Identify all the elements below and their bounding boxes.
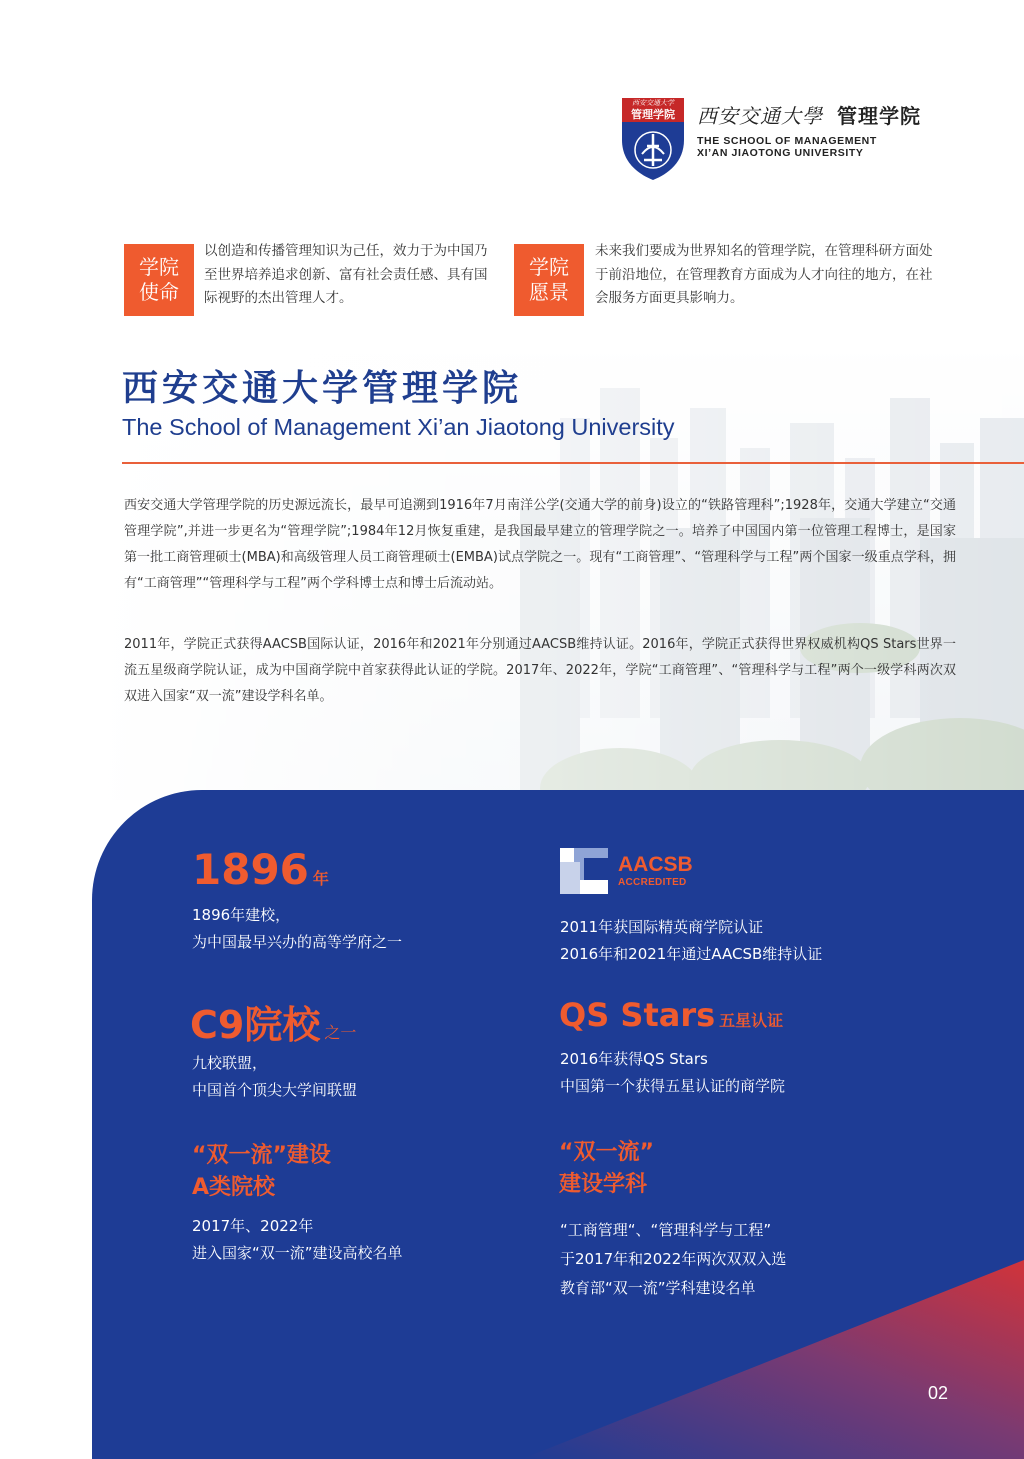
c9-stat: C9院校 之一 xyxy=(190,1003,357,1047)
title-divider xyxy=(122,462,1024,464)
mission-tag: 学院 使命 xyxy=(124,244,194,316)
wordmark-school: 管理学院 xyxy=(836,104,921,128)
vision-tag: 学院 愿景 xyxy=(514,244,584,316)
crest-title: 西安交通大学 管理学院 xyxy=(631,99,675,121)
double-first-discipline-description: “工商管理“、“管理科学与工程” 于2017年和2022年两次双双入选 教育部“双一流”学科建设名单 xyxy=(560,1221,787,1297)
founded-stat: 1896 年 xyxy=(192,845,329,894)
qs-stars-stat: QS Stars 五星认证 xyxy=(559,996,784,1034)
qs-stars-description: 2016年获得QS Stars 中国第一个获得五星认证的商学院 xyxy=(560,1050,786,1095)
double-first-university-heading: “双一流”建设 A类院校 xyxy=(192,1143,331,1200)
founded-description: 1896年建校， 为中国最早兴办的高等学府之一 xyxy=(192,906,403,951)
wordmark-en-line2: XI’AN JIAOTONG UNIVERSITY xyxy=(697,147,864,159)
wordmark-calligraphy: 西安交通大學 xyxy=(697,104,823,128)
mission-text: 以创造和传播管理知识为己任，效力于为中国乃至世界培养追求创新、富有社会责任感、具有国际视野的杰出管理人才。 xyxy=(204,243,488,306)
double-first-discipline-heading: “双一流” 建设学科 xyxy=(559,1140,654,1197)
intro-paragraph-1: 西安交通大学管理学院的历史源远流长，最早可追溯到1916年7月南洋公学(交通大学的前身)设立的“铁路管理科”;1928年，交通大学建立“交通管理学院”,并进一步更名为“管理学院”;1984年12月恢复重建，是我国最早建立的管理学院之一。培养了中国国内第一位管理工程博士，是国家第一批工商管理硕士(MBA)和高级管理人员工商管理硕士(EMBA)试点学院之一。现有“工商管理”、“管理科学与工程”两个国家一级重点学科，拥有“工商管理”“管理科学与工程”两个学科博士点和博士后流动站。 xyxy=(124,498,956,591)
aacsb-emblem-icon xyxy=(560,848,610,896)
c9-description: 九校联盟， 中国首个顶尖大学间联盟 xyxy=(192,1054,358,1099)
double-first-university-description: 2017年、2022年 进入国家“双一流”建设高校名单 xyxy=(192,1217,403,1262)
school-wordmark xyxy=(697,100,937,159)
aacsb-logo: AACSB ACCREDITED xyxy=(560,848,710,896)
wordmark-en-line1: THE SCHOOL OF MANAGEMENT xyxy=(697,135,877,147)
page-subtitle: The School of Management Xi’an Jiaotong University xyxy=(122,414,675,440)
vision-text: 未来我们要成为世界知名的管理学院，在管理科研方面处于前沿地位，在管理教育方面成为人才向往的地方，在社会服务方面更具影响力。 xyxy=(595,243,933,306)
page-title: 西安交通大学管理学院 xyxy=(122,368,523,409)
page-number: 02 xyxy=(928,1383,949,1403)
intro-paragraph-2: 2011年，学院正式获得AACSB国际认证，2016年和2021年分别通过AACSB维持认证。2016年，学院正式获得世界权威机构QS Stars世界一流五星级商学院认证，成为中国商学院中首家获得此认证的学院。2017年、2022年，学院“工商管理”、“管理科学与工程”两个一级学科两次双双进入国家“双一流”建设学科名单。 xyxy=(124,637,956,704)
aacsb-description: 2011年获国际精英商学院认证 2016年和2021年通过AACSB维持认证 xyxy=(560,918,823,963)
